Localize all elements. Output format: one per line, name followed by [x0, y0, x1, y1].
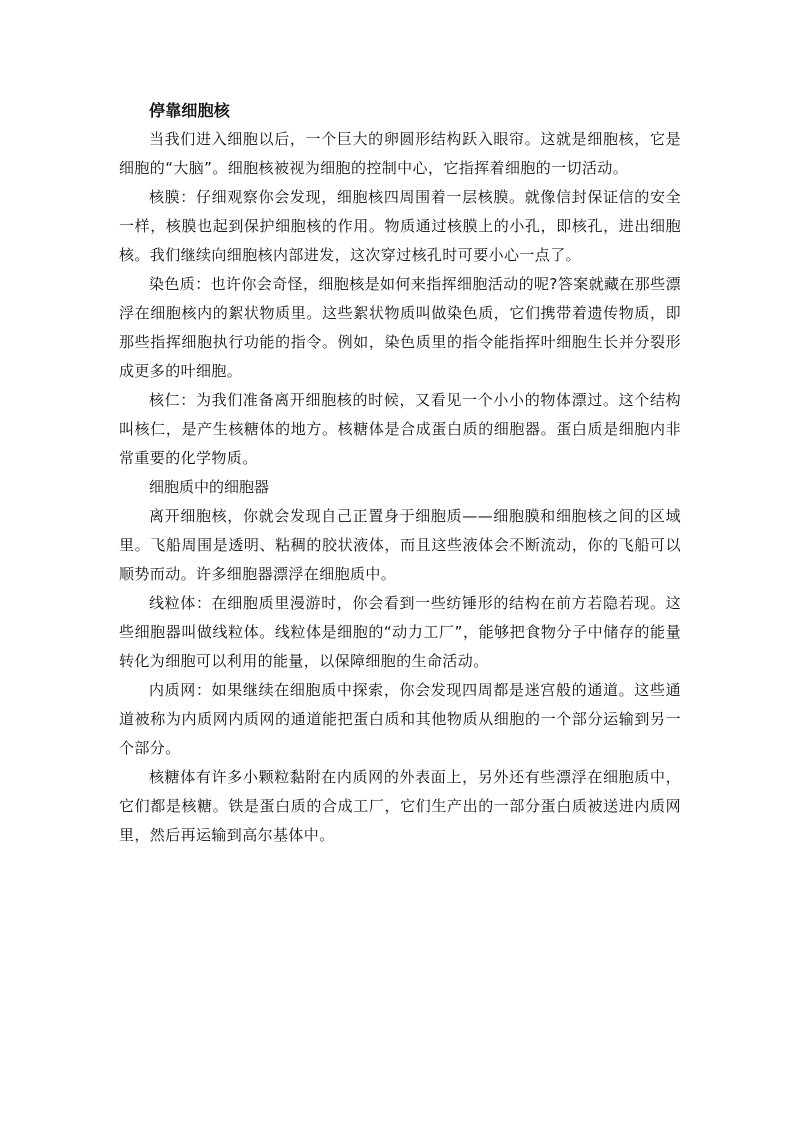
paragraph-mitochondria: 线粒体：在细胞质里漫游时，你会看到一些纺锤形的结构在前方若隐若现。这些细胞器叫做线粒体。线粒体是细胞的“动力工厂”，能够把食物分子中储存的能量转化为细胞可以利用的能量，以保障细胞的生命活动。 [119, 594, 681, 670]
paragraph-nucleus-intro: 当我们进入细胞以后，一个巨大的卵圆形结构跃入眼帘。这就是细胞核，它是细胞的“大脑”。细胞核被视为细胞的控制中心，它指挥着细胞的一切活动。 [119, 130, 681, 177]
paragraph-chromatin: 染色质：也许你会奇怪，细胞核是如何来指挥细胞活动的呢?答案就藏在那些漂浮在细胞核内的絮状物质里。这些絮状物质叫做染色质，它们携带着遗传物质，即那些指挥细胞执行功能的指令。例如，染色质里的指令能指挥叶细胞生长并分裂形成更多的叶细胞。 [119, 275, 681, 380]
section-heading-cytoplasm-organelles: 细胞质中的细胞器 [149, 478, 270, 496]
section-heading-nucleus: 停靠细胞核 [149, 101, 231, 120]
paragraph-cytoplasm: 离开细胞核，你就会发现自己正置身于细胞质——细胞膜和细胞核之间的区域里。飞船周围是透明、粘稠的胶状液体，而且这些液体会不断流动，你的飞船可以顺势而动。许多细胞器漂浮在细胞质中。 [119, 507, 681, 583]
paragraph-nucleolus: 核仁：为我们准备离开细胞核的时候，又看见一个小小的物体漂过。这个结构叫核仁，是产生核糖体的地方。核糖体是合成蛋白质的细胞器。蛋白质是细胞内非常重要的化学物质。 [119, 391, 681, 467]
paragraph-endoplasmic-reticulum: 内质网：如果继续在细胞质中探索，你会发现四周都是迷宫般的通道。这些通道被称为内质网内质网的通道能把蛋白质和其他物质从细胞的一个部分运输到另一个部分。 [119, 681, 681, 757]
paragraph-ribosome: 核糖体有许多小颗粒黏附在内质网的外表面上，另外还有些漂浮在细胞质中，它们都是核糖。铁是蛋白质的合成工厂，它们生产出的一部分蛋白质被送进内质网里，然后再运输到高尔基体中。 [119, 768, 681, 844]
document-body [119, 96, 681, 850]
paragraph-nuclear-membrane: 核膜：仔细观察你会发现，细胞核四周围着一层核膜。就像信封保证信的安全一样，核膜也起到保护细胞核的作用。物质通过核膜上的小孔，即核孔，进出细胞核。我们继续向细胞核内部进发，这次穿过核孔时可要小心一点了。 [119, 188, 681, 264]
